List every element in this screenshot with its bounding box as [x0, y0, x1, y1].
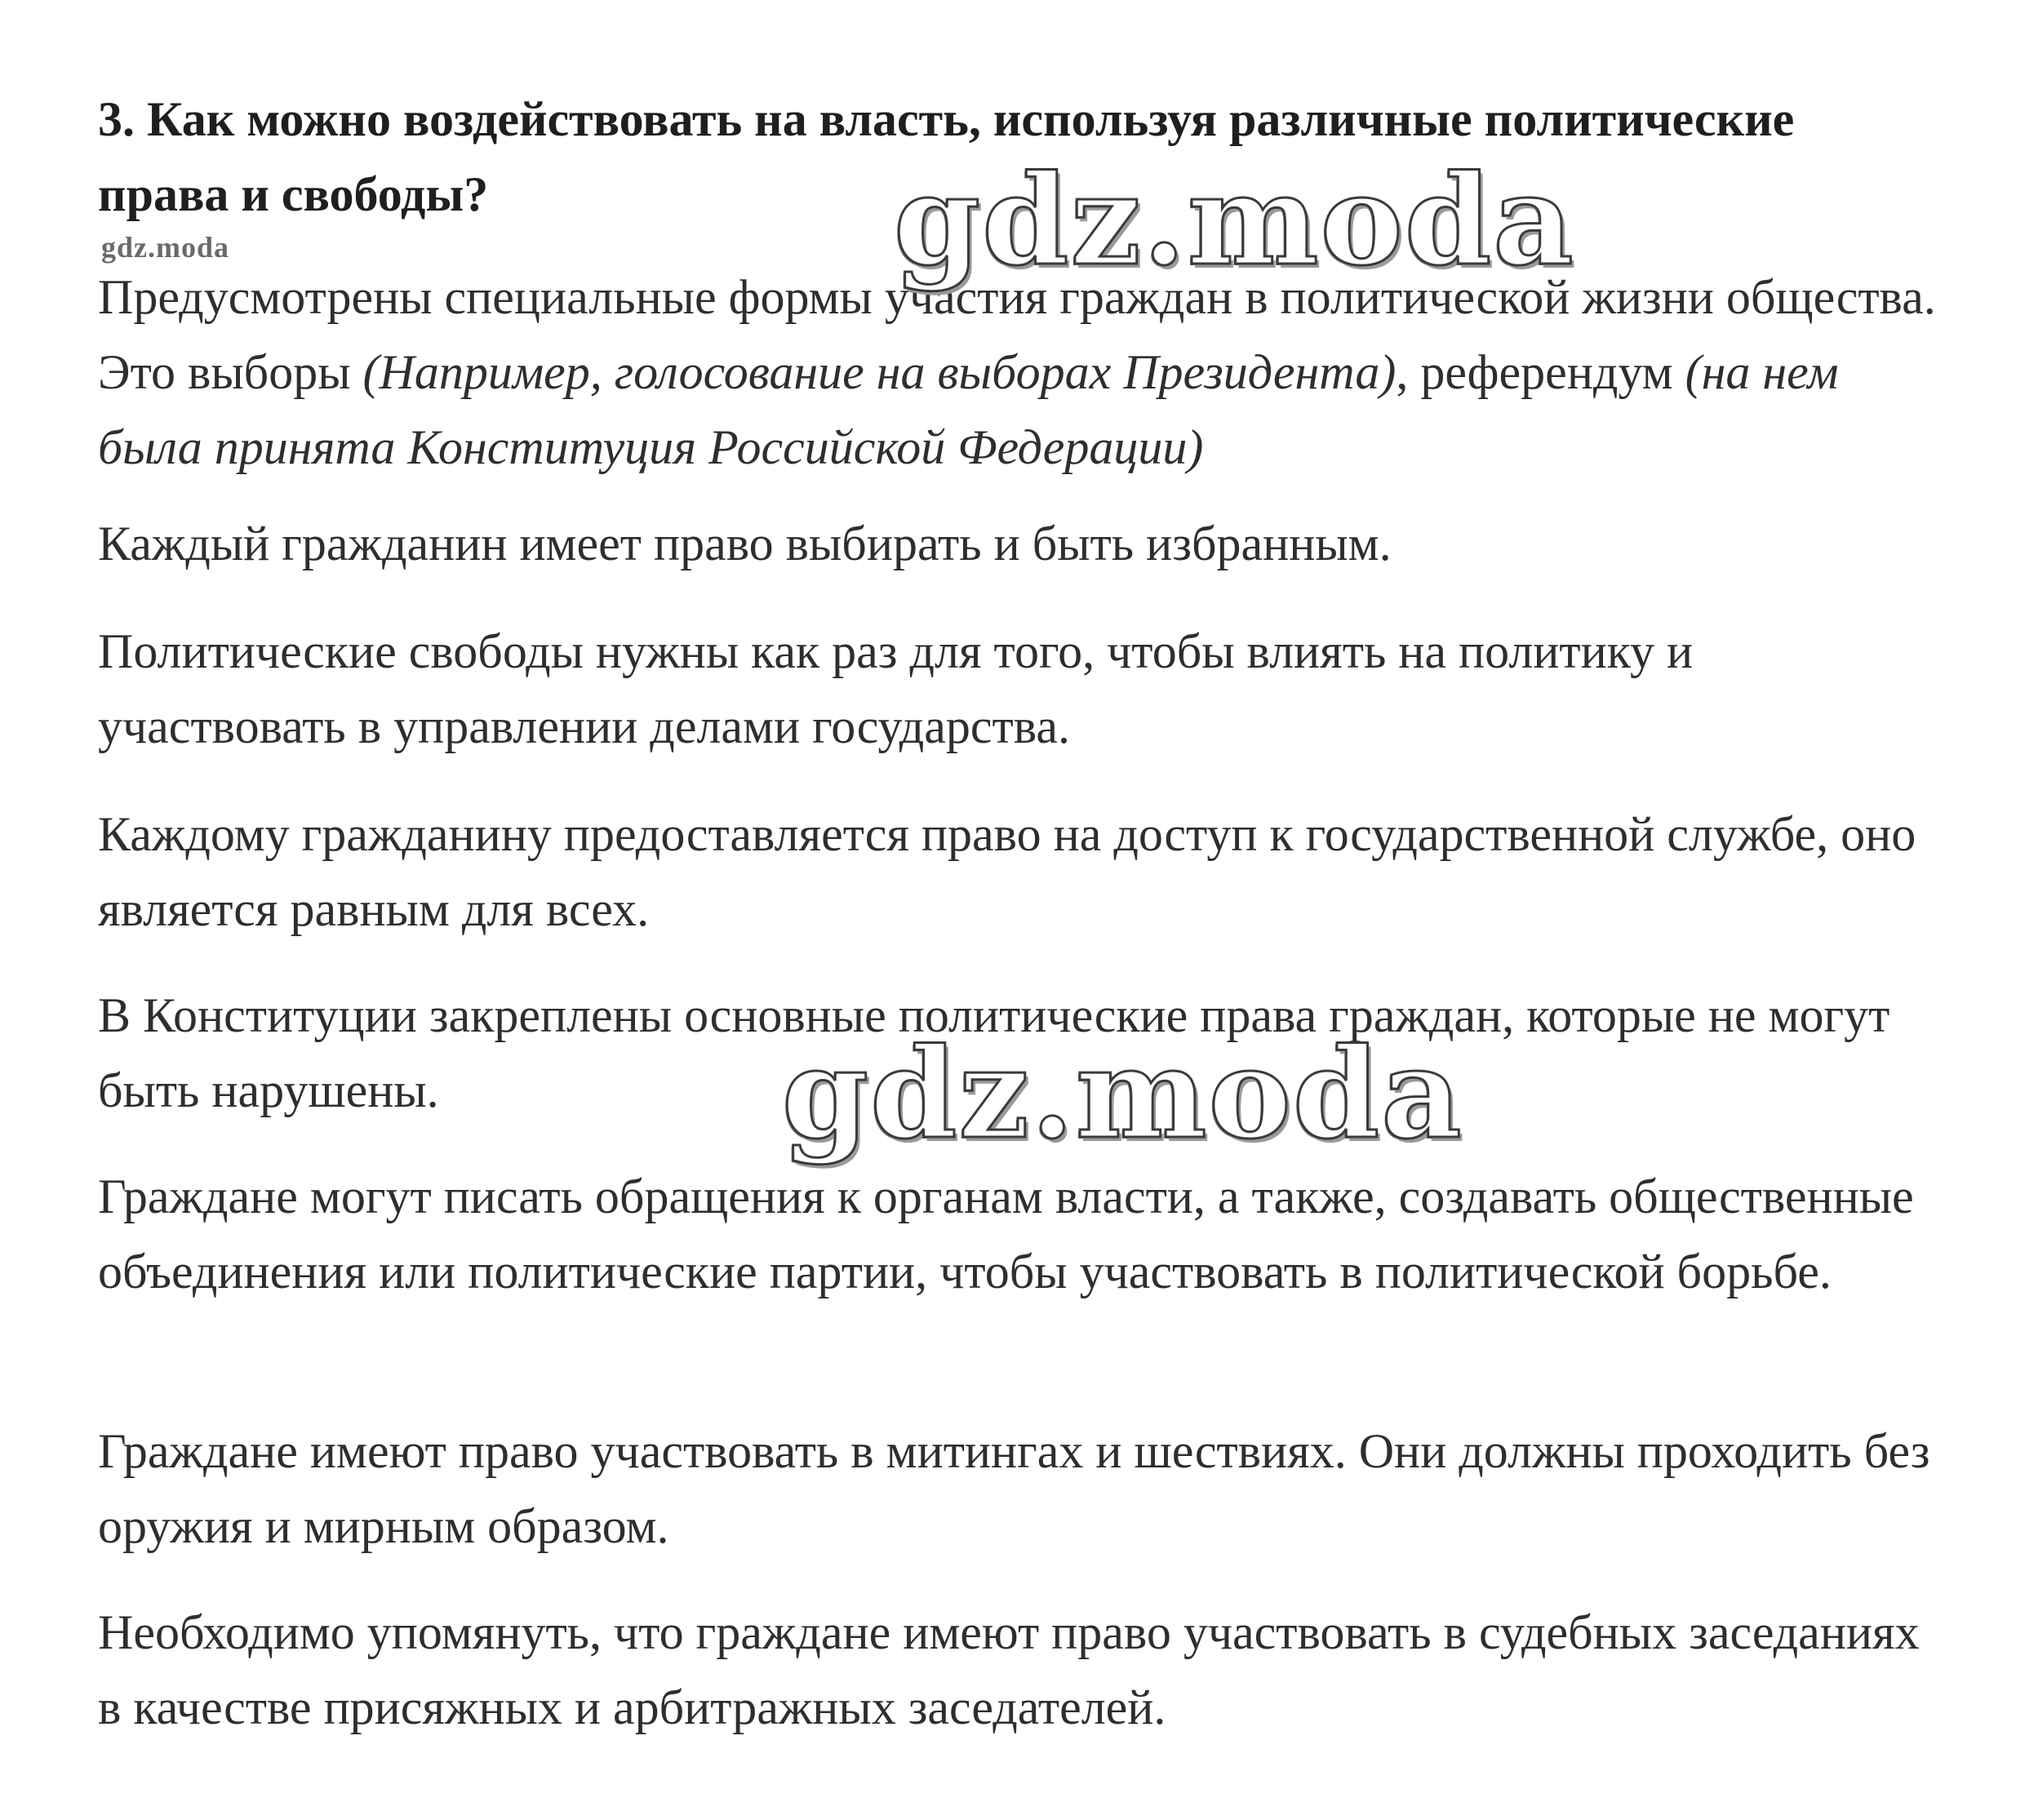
paragraph-3: Политические свободы нужны как раз для того, чтобы влиять на политику и участвовать в управлении делами государства.: [98, 624, 1694, 753]
paragraph-7: Граждане имеют право участвовать в митингах и шествиях. Они должны проходить без оружия и мирным образом.: [98, 1424, 1930, 1553]
paragraph-1-italic-a: (Например, голосование на выборах Президента): [362, 345, 1397, 399]
paragraph-1-text-b: , референдум: [1396, 345, 1685, 399]
watermark-large-top: gdz.moda: [894, 147, 1575, 293]
paragraph-1-text-a: Предусмотрены специальные формы участия граждан в политической жизни общества. Это выборы: [98, 270, 1936, 399]
paragraph-6: Граждане могут писать обращения к органам власти, а также, создавать общественные объединения или политические партии, чтобы участвовать в политической борьбе.: [98, 1170, 1914, 1298]
paragraph-2: Каждый гражданин имеет право выбирать и быть избранным.: [98, 517, 1392, 570]
paragraph-8: Необходимо упомянуть, что граждане имеют право участвовать в судебных заседаниях в качестве присяжных и арбитражных заседателей.: [98, 1605, 1920, 1734]
question-heading: 3. Как можно воздействовать на власть, используя различные политические права и свободы?: [98, 92, 1795, 221]
watermark-large-middle: gdz.moda: [782, 1020, 1463, 1166]
paragraph-1-italic-b: (на нем была принята Конституция Российской Федерации): [98, 345, 1839, 474]
watermark-small: gdz.moda: [101, 231, 230, 264]
paragraph-1: [98, 260, 1943, 485]
paragraph-5: В Конституции закреплены основные политические права граждан, которые не могут быть нарушены.: [98, 988, 1890, 1117]
paragraph-4: Каждому гражданину предоставляется право на доступ к государственной службе, оно является равным для всех.: [98, 807, 1916, 936]
